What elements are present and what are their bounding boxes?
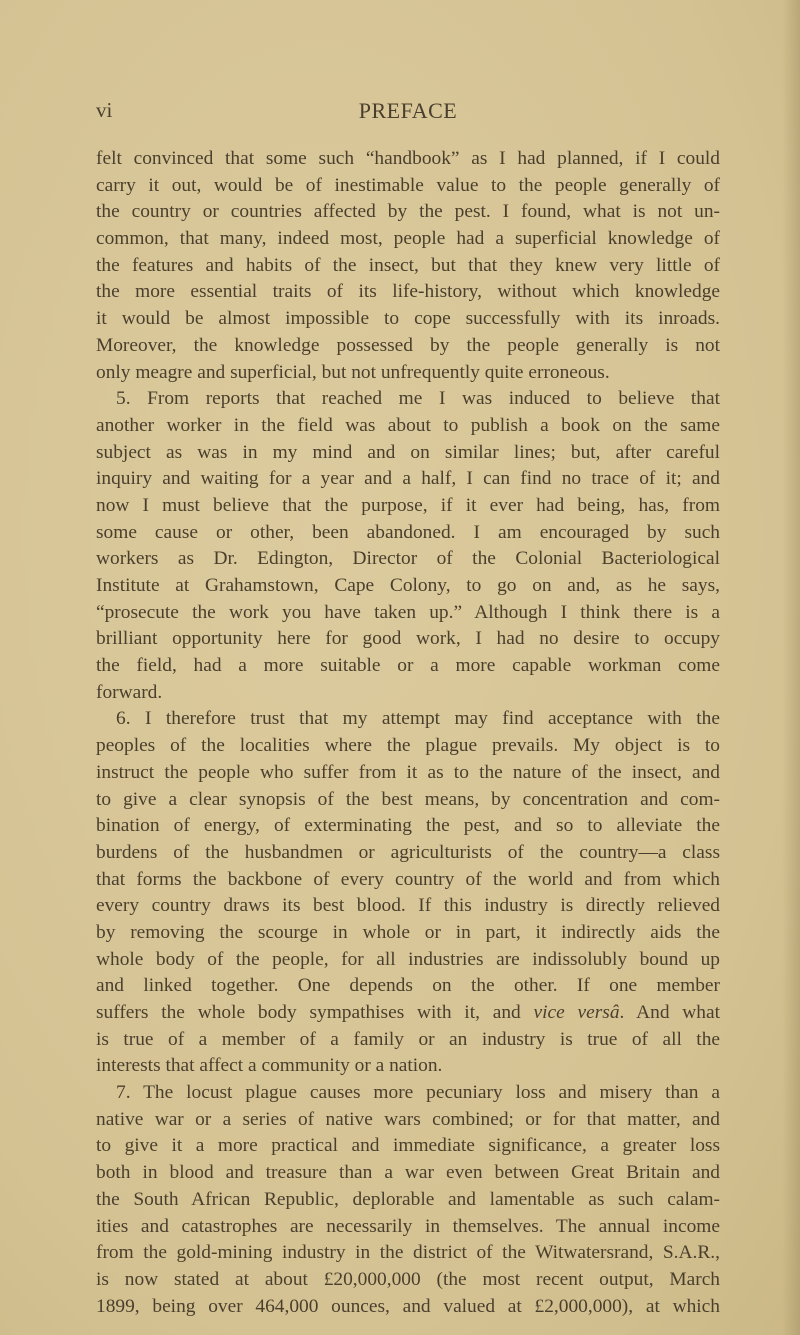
text-line <box>96 306 720 333</box>
running-title: PREFACE <box>358 98 458 123</box>
text-line <box>96 867 720 894</box>
line-text: 5. From reports that reached me I was induced to believe that <box>116 388 720 410</box>
text-line <box>96 199 720 226</box>
line-text: subject as was in my mind and on similar lines; but, after careful <box>96 441 720 463</box>
text-line <box>96 653 720 680</box>
text-line <box>96 626 720 653</box>
line-text: felt convinced that some such “handbook” as I had planned, if I could <box>96 148 720 169</box>
line-text: the field, had a more suitable or a more capable workman come <box>96 655 720 677</box>
line-text: suffers the whole body sympathises with it, and <box>96 1002 534 1023</box>
text-line <box>96 813 720 840</box>
text-line <box>96 706 720 733</box>
line-text: “prosecute the work you have taken up.” Although I think there is a <box>96 601 720 623</box>
line-text: bination of energy, of exterminating the pest, and so to alleviate the <box>96 815 720 837</box>
line-text: to give it a more practical and immediate significance, a greater loss <box>96 1135 720 1157</box>
text-line <box>96 1294 720 1321</box>
line-text: the more essential traits of its life-history, without which knowledge <box>96 281 720 303</box>
text-line <box>96 360 720 387</box>
text-line <box>96 253 720 280</box>
text-line <box>96 1000 720 1027</box>
line-text: now I must believe that the purpose, if it ever had being, has, from <box>96 494 720 516</box>
text-line <box>96 1187 720 1214</box>
italic-text: vice versâ <box>533 1002 620 1023</box>
text-line <box>96 440 720 467</box>
line-text: whole body of the people, for all industries are indissolubly bound up <box>96 948 720 970</box>
text-line <box>96 573 720 600</box>
text-line <box>96 520 720 547</box>
text-line <box>96 1053 720 1080</box>
line-text: that forms the backbone of every country of the world and from which <box>96 868 720 890</box>
text-line <box>96 386 720 413</box>
line-text: another worker in the field was about to publish a book on the same <box>96 414 720 436</box>
text-line <box>96 1107 720 1134</box>
line-text: 1899, being over 464,000 ounces, and valued at £2,000,000), at which <box>96 1295 720 1317</box>
line-text: burdens of the husbandmen or agriculturists of the country—a class <box>96 841 720 863</box>
text-line <box>96 413 720 440</box>
text-line <box>96 333 720 360</box>
line-text: by removing the scourge in whole or in part, it indirectly aids the <box>96 921 720 943</box>
line-text: 7. The locust plague causes more pecuniary loss and misery than a <box>116 1082 720 1104</box>
line-text: carry it out, would be of inestimable value to the people generally of <box>96 174 720 196</box>
line-text: both in blood and treasure than a war even between Great Britain and <box>96 1162 720 1184</box>
text-line <box>96 1267 720 1294</box>
line-text: to give a clear synopsis of the best means, by concentration and com- <box>96 788 720 810</box>
text-line <box>96 1027 720 1054</box>
text-line <box>96 920 720 947</box>
text-line <box>96 760 720 787</box>
text-line <box>96 733 720 760</box>
line-text: the South African Republic, deplorable and lamentable as such calam- <box>96 1188 720 1210</box>
text-line <box>96 840 720 867</box>
line-text: brilliant opportunity here for good work, I had no desire to occupy <box>96 628 720 650</box>
text-line <box>96 1160 720 1187</box>
text-line <box>96 787 720 814</box>
line-text: the features and habits of the insect, but that they knew very little of <box>96 254 720 276</box>
line-text: interests that affect a community or a nation. <box>96 1055 443 1077</box>
line-text: ities and catastrophes are necessarily in themselves. The annual income <box>96 1215 720 1237</box>
line-text: from the gold-mining industry in the district of the Witwatersrand, S.A.R., <box>96 1242 720 1264</box>
line-text: peoples of the localities where the plague prevails. My object is to <box>96 735 720 757</box>
line-text: common, that many, indeed most, people had a superficial knowledge of <box>96 228 720 250</box>
line-text: workers as Dr. Edington, Director of the Colonial Bacteriological <box>96 548 720 570</box>
line-text: . And what <box>619 1002 721 1023</box>
text-line <box>96 1080 720 1107</box>
line-text: is true of a member of a family or an industry is true of all the <box>96 1028 720 1050</box>
line-text: native war or a series of native wars combined; or for that matter, and <box>96 1108 720 1130</box>
line-text: every country draws its best blood. If this industry is directly relieved <box>96 895 720 917</box>
text-line <box>96 893 720 920</box>
line-text: Moreover, the knowledge possessed by the people generally is not <box>96 334 720 356</box>
text-line <box>96 173 720 200</box>
body-text <box>96 146 720 1320</box>
text-line <box>96 947 720 974</box>
line-text: the country or countries affected by the pest. I found, what is not un- <box>96 201 720 223</box>
line-text: it would be almost impossible to cope successfully with its inroads. <box>96 308 720 330</box>
text-line <box>96 493 720 520</box>
text-line <box>96 466 720 493</box>
line-text: 6. I therefore trust that my attempt may find acceptance with the <box>116 708 720 730</box>
text-line <box>96 1240 720 1267</box>
line-text: and linked together. One depends on the other. If one member <box>96 975 720 997</box>
page-number: vi <box>96 98 113 122</box>
text-line <box>96 546 720 573</box>
line-text: forward. <box>96 681 163 703</box>
line-text: inquiry and waiting for a year and a half, I can find no trace of it; and <box>96 468 720 490</box>
page-header <box>96 98 720 128</box>
text-line <box>96 146 720 173</box>
text-line <box>96 973 720 1000</box>
line-text: Institute at Grahamstown, Cape Colony, to go on and, as he says, <box>96 575 720 596</box>
line-text: some cause or other, been abandoned. I am encouraged by such <box>96 521 720 543</box>
text-line <box>96 1133 720 1160</box>
page-edge-shadow <box>782 0 800 1335</box>
line-text: only meagre and superficial, but not unfrequently quite erroneous. <box>96 361 610 383</box>
text-line <box>96 680 720 707</box>
line-text: instruct the people who suffer from it as to the nature of the insect, and <box>96 761 720 783</box>
text-line <box>96 1214 720 1241</box>
text-line <box>96 600 720 627</box>
line-text: is now stated at about £20,000,000 (the most recent output, March <box>96 1268 720 1290</box>
text-line <box>96 279 720 306</box>
text-line <box>96 226 720 253</box>
